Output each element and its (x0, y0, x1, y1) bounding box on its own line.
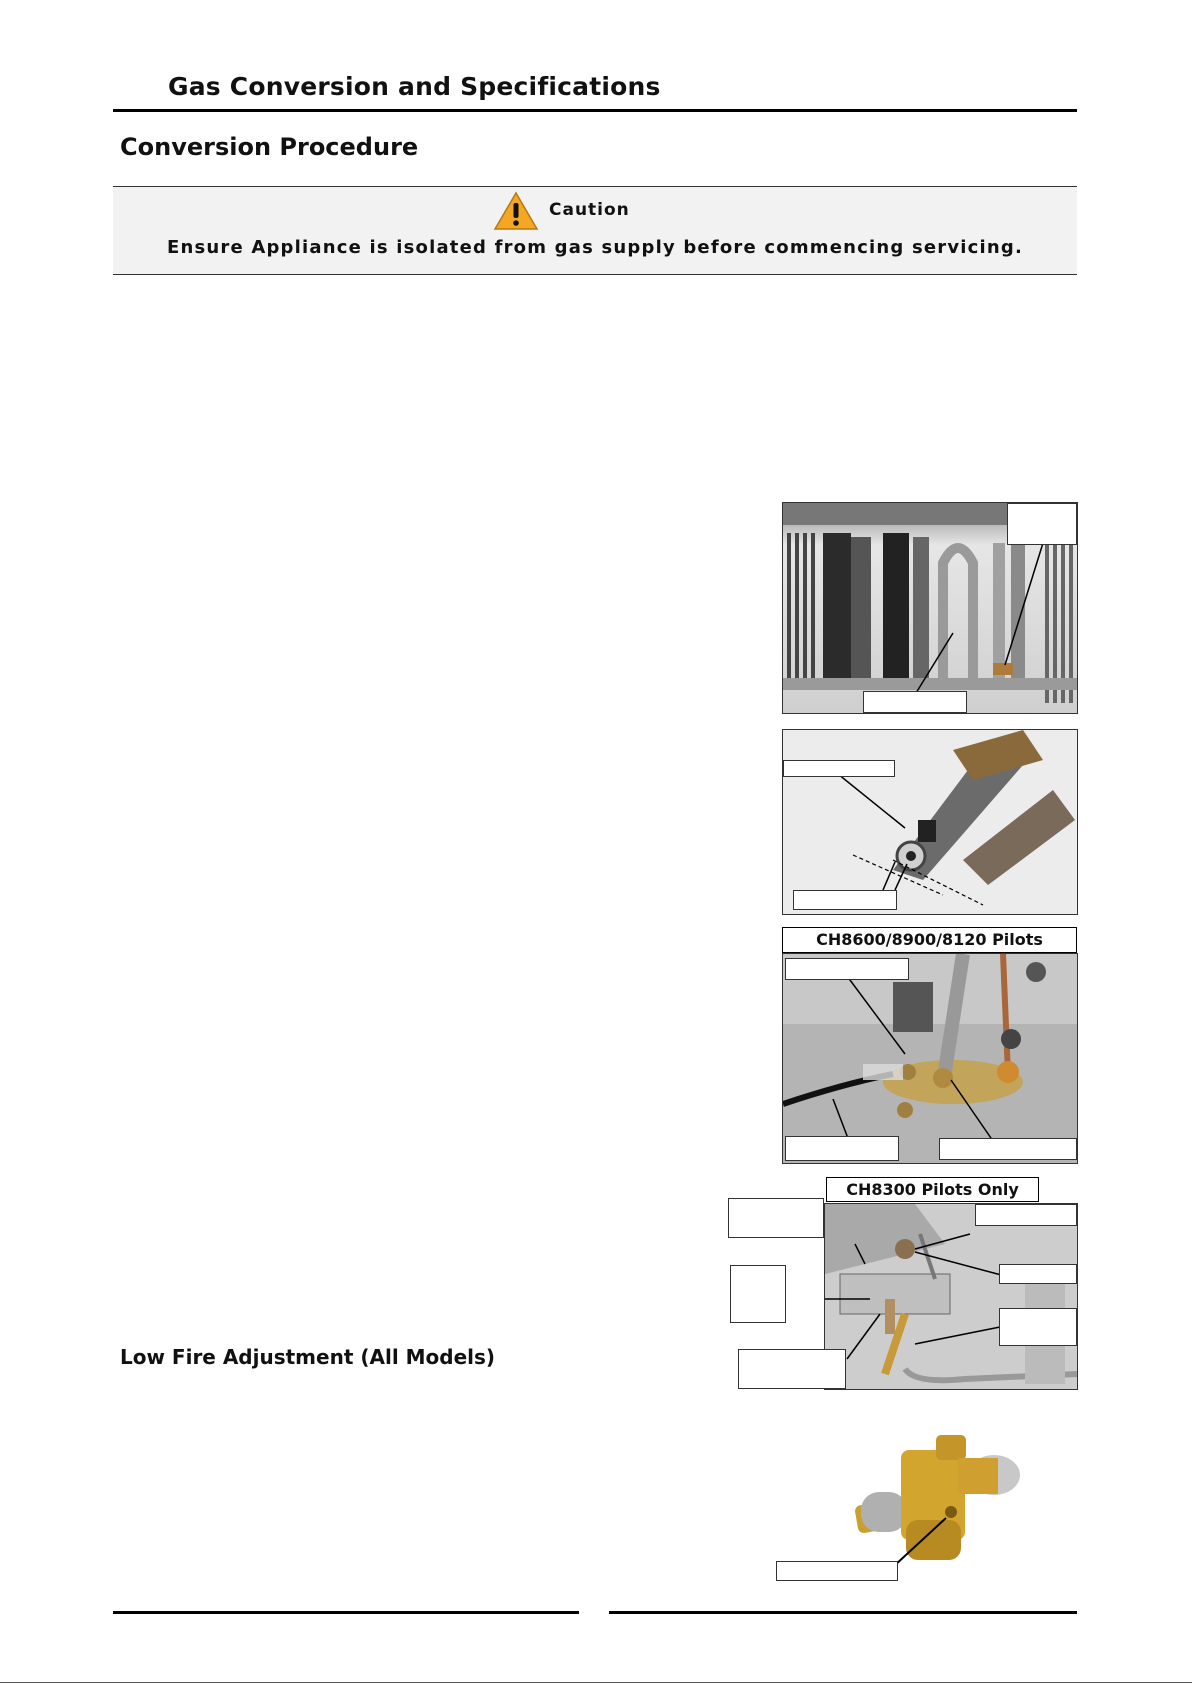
callout-label-box (793, 890, 897, 910)
callout-label-box (785, 958, 909, 980)
callout-label-box (785, 1136, 899, 1161)
callout-label-box (738, 1349, 846, 1389)
callout-label-box (776, 1561, 898, 1581)
callout-label-box (863, 691, 967, 713)
caution-label: Caution (549, 200, 630, 220)
callout-label-box (730, 1265, 786, 1323)
footer-divider-right (609, 1611, 1077, 1614)
caution-box (113, 186, 1077, 275)
callout-label-box (939, 1138, 1077, 1160)
burner-compartment-photo (782, 502, 1078, 714)
callout-label-box (1007, 503, 1077, 545)
callout-label-box (728, 1198, 824, 1238)
injector-photo (782, 729, 1078, 915)
low-fire-heading: Low Fire Adjustment (All Models) (120, 1345, 496, 1369)
pilots-photo (782, 953, 1078, 1164)
callout-label-box (999, 1264, 1077, 1284)
footer-divider-left (113, 1611, 579, 1614)
ch8300-pilots-title: CH8300 Pilots Only (826, 1177, 1039, 1202)
header-divider (113, 109, 1077, 112)
ch8300-pilots-photo (824, 1203, 1078, 1390)
caution-text: Ensure Appliance is isolated from gas supply before commencing servicing. (166, 237, 1024, 258)
warning-triangle-icon (493, 191, 539, 231)
page-header-title: Gas Conversion and Specifications (168, 72, 661, 101)
page-bottom-edge (0, 1682, 1192, 1683)
callout-label-box (975, 1204, 1077, 1226)
gas-valve-illustration (776, 1420, 1036, 1580)
callout-label-box (783, 760, 895, 777)
pilots-figure-title: CH8600/8900/8120 Pilots (782, 927, 1077, 953)
callout-label-box (999, 1308, 1077, 1346)
section-title: Conversion Procedure (120, 133, 419, 161)
